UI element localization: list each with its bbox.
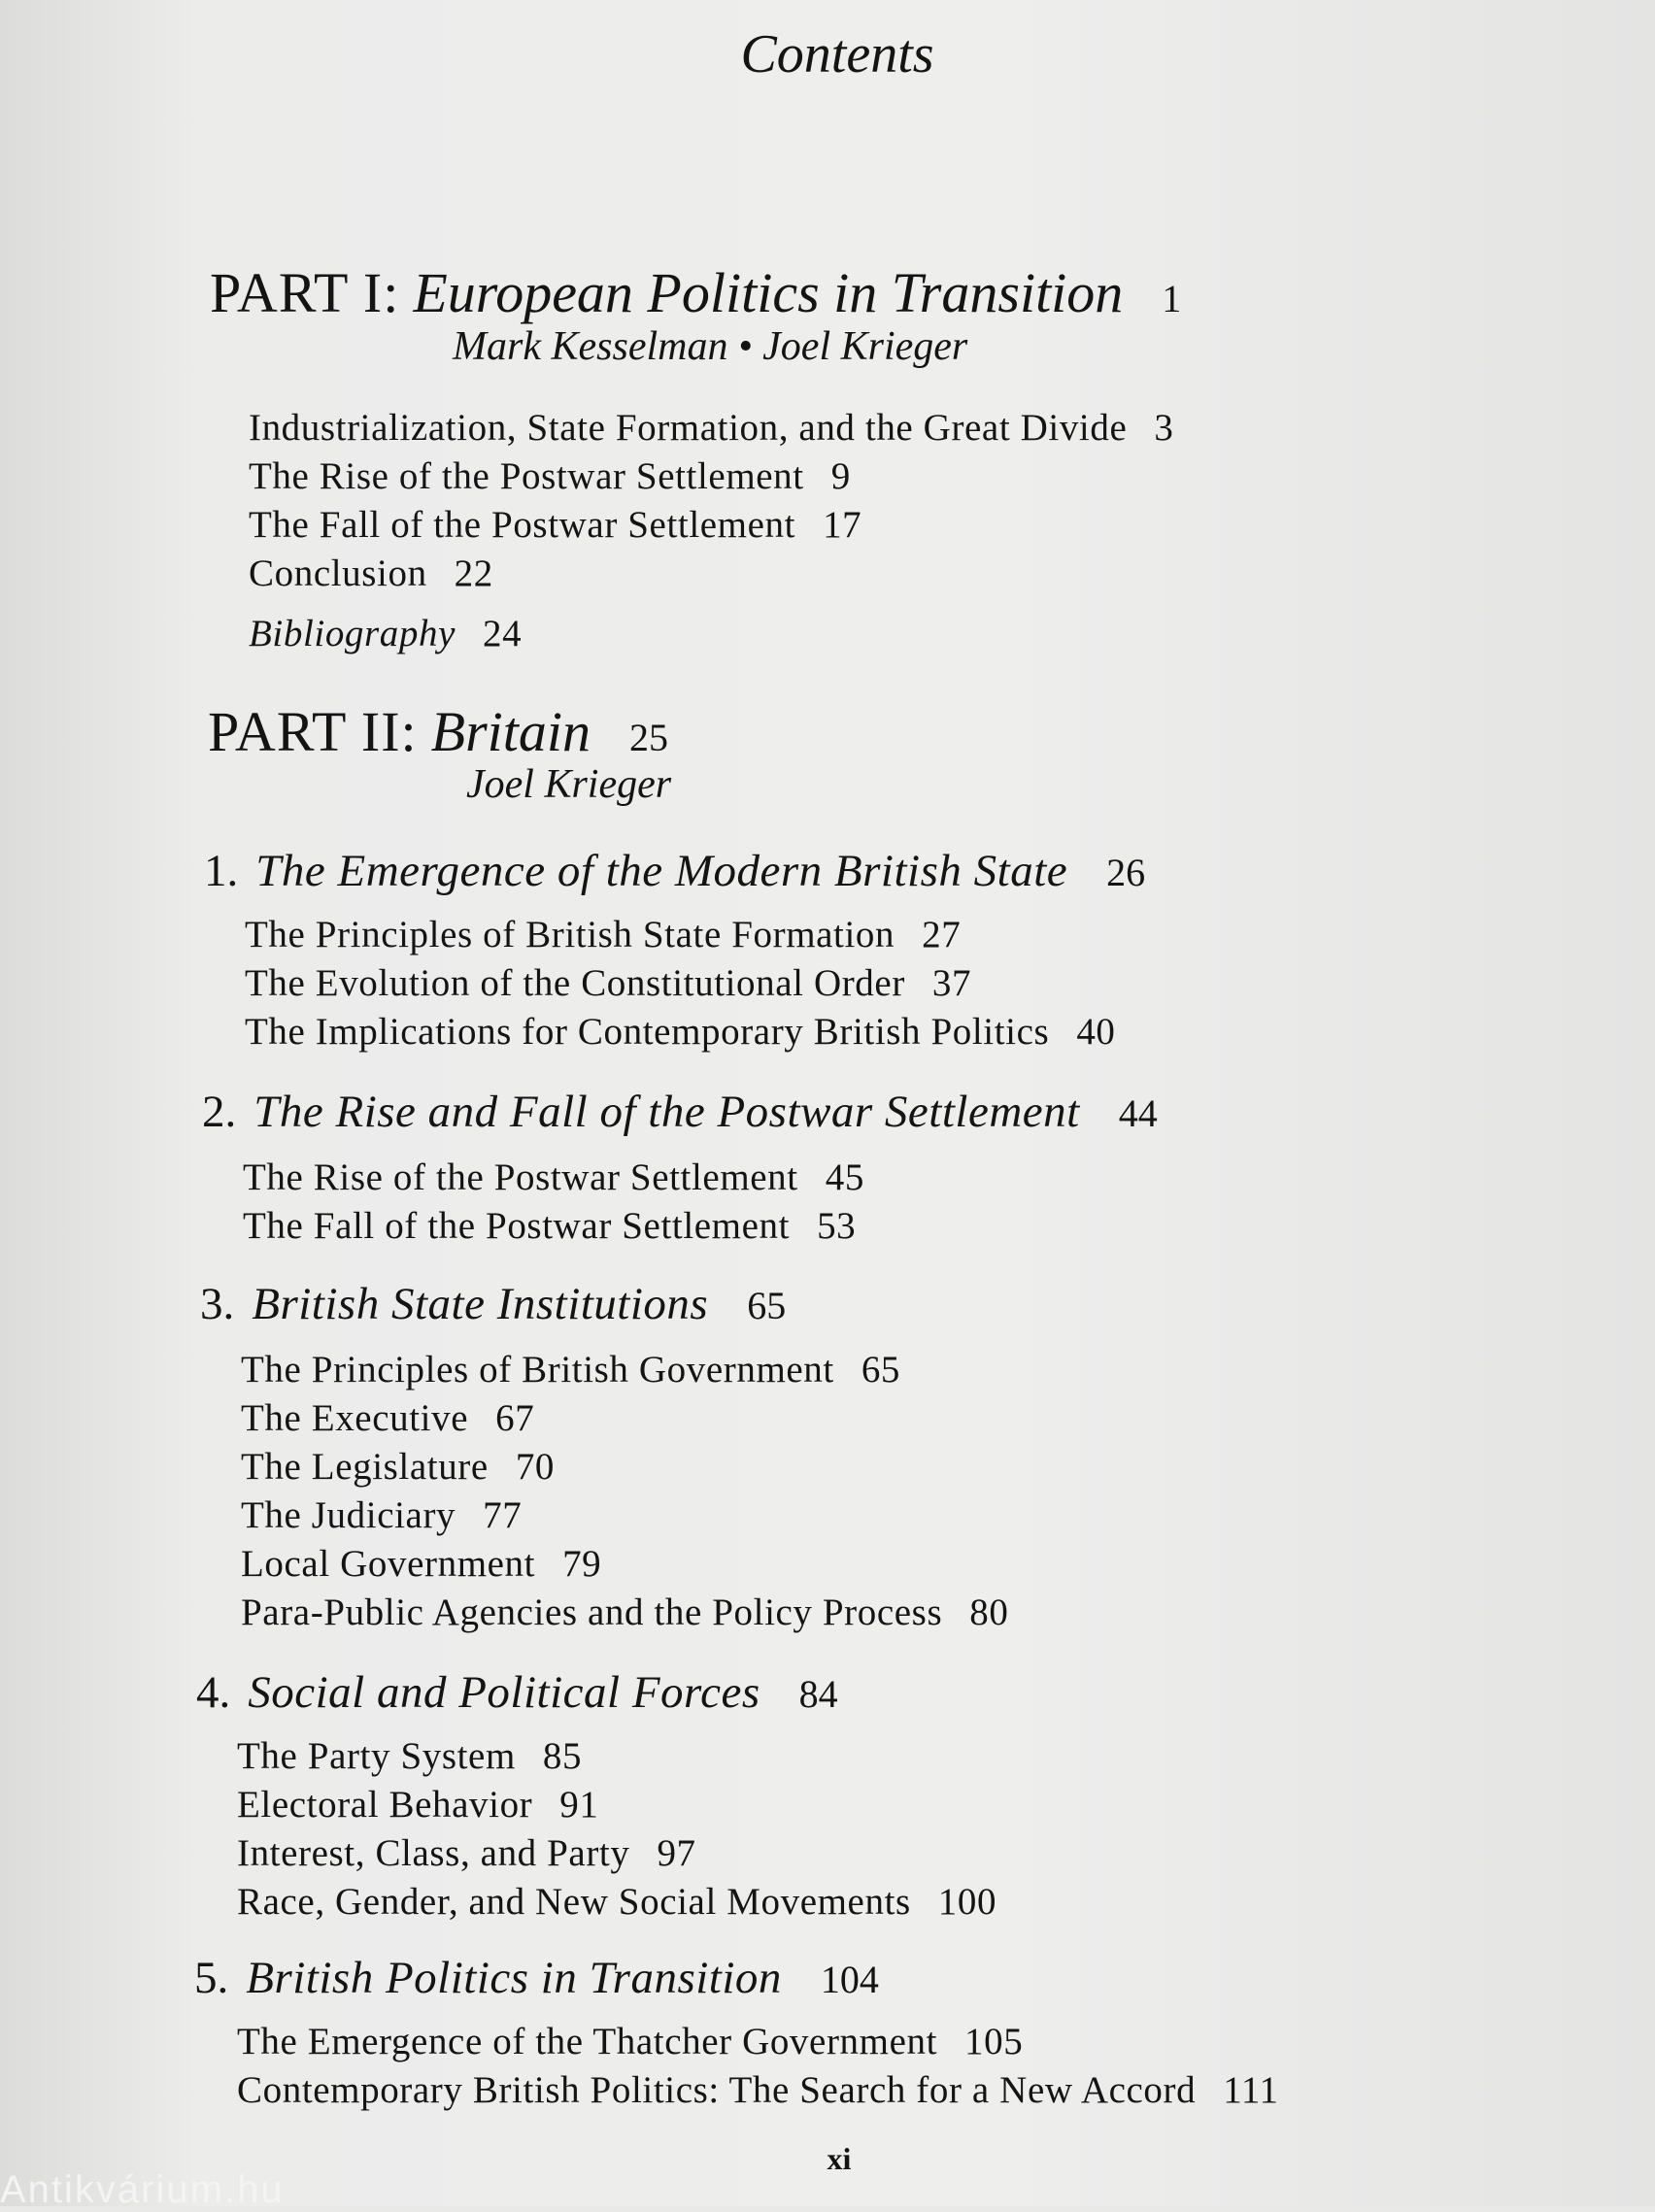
toc-entry — [237, 1783, 598, 1827]
chapter-page: 44 — [1118, 1091, 1158, 1135]
entry-title: The Legislature — [241, 1446, 489, 1488]
page-title: Contents — [740, 24, 934, 84]
chapter-title: The Emergence of the Modern British State — [255, 846, 1068, 896]
entry-page: 22 — [454, 553, 493, 594]
toc-entry — [237, 1831, 696, 1875]
entry-page: 80 — [969, 1592, 1009, 1633]
part-label: PART II: — [208, 700, 418, 763]
toc-entry — [241, 1396, 534, 1440]
toc-entry — [241, 1348, 900, 1391]
entry-page: 40 — [1076, 1011, 1116, 1053]
entry-title: Bibliography — [249, 613, 456, 654]
part-authors: Mark Kesselman • Joel Krieger — [453, 324, 968, 369]
entry-title: The Rise of the Postwar Settlement — [243, 1156, 798, 1198]
toc-entry — [249, 454, 851, 498]
entry-title: Electoral Behavior — [237, 1784, 533, 1826]
chapter-heading — [196, 1666, 838, 1719]
toc-entry — [249, 406, 1174, 450]
entry-title: The Emergence of the Thatcher Government — [237, 2021, 938, 2062]
chapter-number: 3. — [200, 1279, 235, 1329]
entry-title: The Fall of the Postwar Settlement — [243, 1205, 791, 1247]
part-heading — [208, 699, 668, 764]
chapter-heading — [200, 1278, 786, 1330]
entry-title: The Principles of British State Formation — [245, 914, 895, 955]
page-folio: xi — [827, 2141, 852, 2176]
chapter-number: 5. — [194, 1953, 229, 2003]
entry-page: 65 — [861, 1349, 901, 1391]
entry-title: The Party System — [237, 1735, 516, 1777]
toc-entry — [249, 503, 861, 547]
chapter-title: Social and Political Forces — [248, 1667, 760, 1718]
entry-page: 3 — [1154, 407, 1174, 449]
chapter-heading — [202, 1086, 1158, 1138]
entry-page: 53 — [817, 1205, 857, 1247]
chapter-number: 2. — [202, 1087, 237, 1137]
entry-page: 17 — [823, 504, 862, 546]
part-heading — [210, 260, 1181, 325]
entry-title: The Rise of the Postwar Settlement — [249, 455, 804, 497]
entry-title: The Judiciary — [241, 1494, 456, 1536]
toc-entry — [241, 1591, 1008, 1634]
entry-title: The Principles of British Government — [241, 1349, 834, 1391]
toc-entry-bibliography — [249, 612, 522, 655]
part-label: PART I: — [210, 261, 400, 324]
entry-page: 24 — [483, 613, 523, 654]
toc-entry — [245, 961, 971, 1005]
chapter-title: British State Institutions — [252, 1279, 709, 1329]
chapter-heading — [204, 845, 1145, 897]
part-authors: Joel Krieger — [466, 762, 672, 807]
entry-title: The Executive — [241, 1397, 469, 1439]
toc-entry — [241, 1445, 555, 1489]
chapter-number: 1. — [204, 846, 239, 896]
part-page-number: 25 — [629, 716, 668, 759]
chapter-page: 65 — [747, 1284, 787, 1327]
chapter-number: 4. — [196, 1667, 231, 1718]
entry-page: 77 — [483, 1494, 523, 1536]
part-page-number: 1 — [1162, 277, 1182, 320]
entry-title: The Fall of the Postwar Settlement — [249, 504, 796, 546]
entry-title: Race, Gender, and New Social Movements — [237, 1881, 911, 1923]
toc-entry — [241, 1493, 522, 1537]
chapter-page: 104 — [820, 1958, 879, 2001]
entry-page: 45 — [825, 1156, 864, 1198]
entry-title: Industrialization, State Formation, and the Great Divide — [249, 407, 1128, 449]
entry-page: 67 — [495, 1397, 535, 1439]
entry-page: 79 — [562, 1543, 602, 1585]
toc-entry — [249, 552, 493, 595]
entry-page: 91 — [559, 1784, 599, 1826]
toc-entry — [237, 2068, 1279, 2112]
entry-title: Conclusion — [249, 553, 427, 594]
chapter-page: 84 — [798, 1672, 838, 1716]
chapter-page: 26 — [1106, 851, 1146, 894]
entry-page: 85 — [542, 1735, 583, 1777]
watermark: Antikvárium.hu — [0, 2168, 285, 2211]
part-title: European Politics in Transition — [413, 261, 1124, 324]
toc-entry — [245, 913, 961, 956]
entry-title: Contemporary British Politics: The Search for a New Accord — [237, 2069, 1197, 2111]
entry-page: 111 — [1223, 2069, 1279, 2111]
entry-page: 100 — [937, 1881, 997, 1923]
toc-entry — [243, 1156, 864, 1199]
chapter-title: British Politics in Transition — [246, 1953, 782, 2003]
entry-page: 27 — [922, 914, 962, 955]
entry-title: The Evolution of the Constitutional Order — [245, 962, 905, 1004]
entry-title: Local Government — [241, 1543, 536, 1585]
toc-entry — [243, 1204, 856, 1248]
chapter-title: The Rise and Fall of the Postwar Settlement — [253, 1087, 1080, 1137]
entry-title: Interest, Class, and Party — [237, 1832, 630, 1874]
entry-page: 97 — [657, 1832, 696, 1874]
entry-page: 70 — [515, 1446, 556, 1488]
entry-page: 9 — [830, 455, 851, 497]
toc-entry — [245, 1010, 1116, 1054]
entry-title: Para-Public Agencies and the Policy Process — [241, 1592, 943, 1633]
part-title: Britain — [430, 700, 591, 763]
toc-entry — [237, 1880, 996, 1924]
toc-entry — [237, 1734, 582, 1778]
toc-entry — [237, 2020, 1023, 2063]
entry-title: The Implications for Contemporary British Politics — [245, 1011, 1050, 1053]
entry-page: 37 — [931, 962, 972, 1004]
chapter-heading — [194, 1952, 879, 2004]
entry-page: 105 — [964, 2021, 1024, 2062]
toc-entry — [241, 1542, 601, 1586]
